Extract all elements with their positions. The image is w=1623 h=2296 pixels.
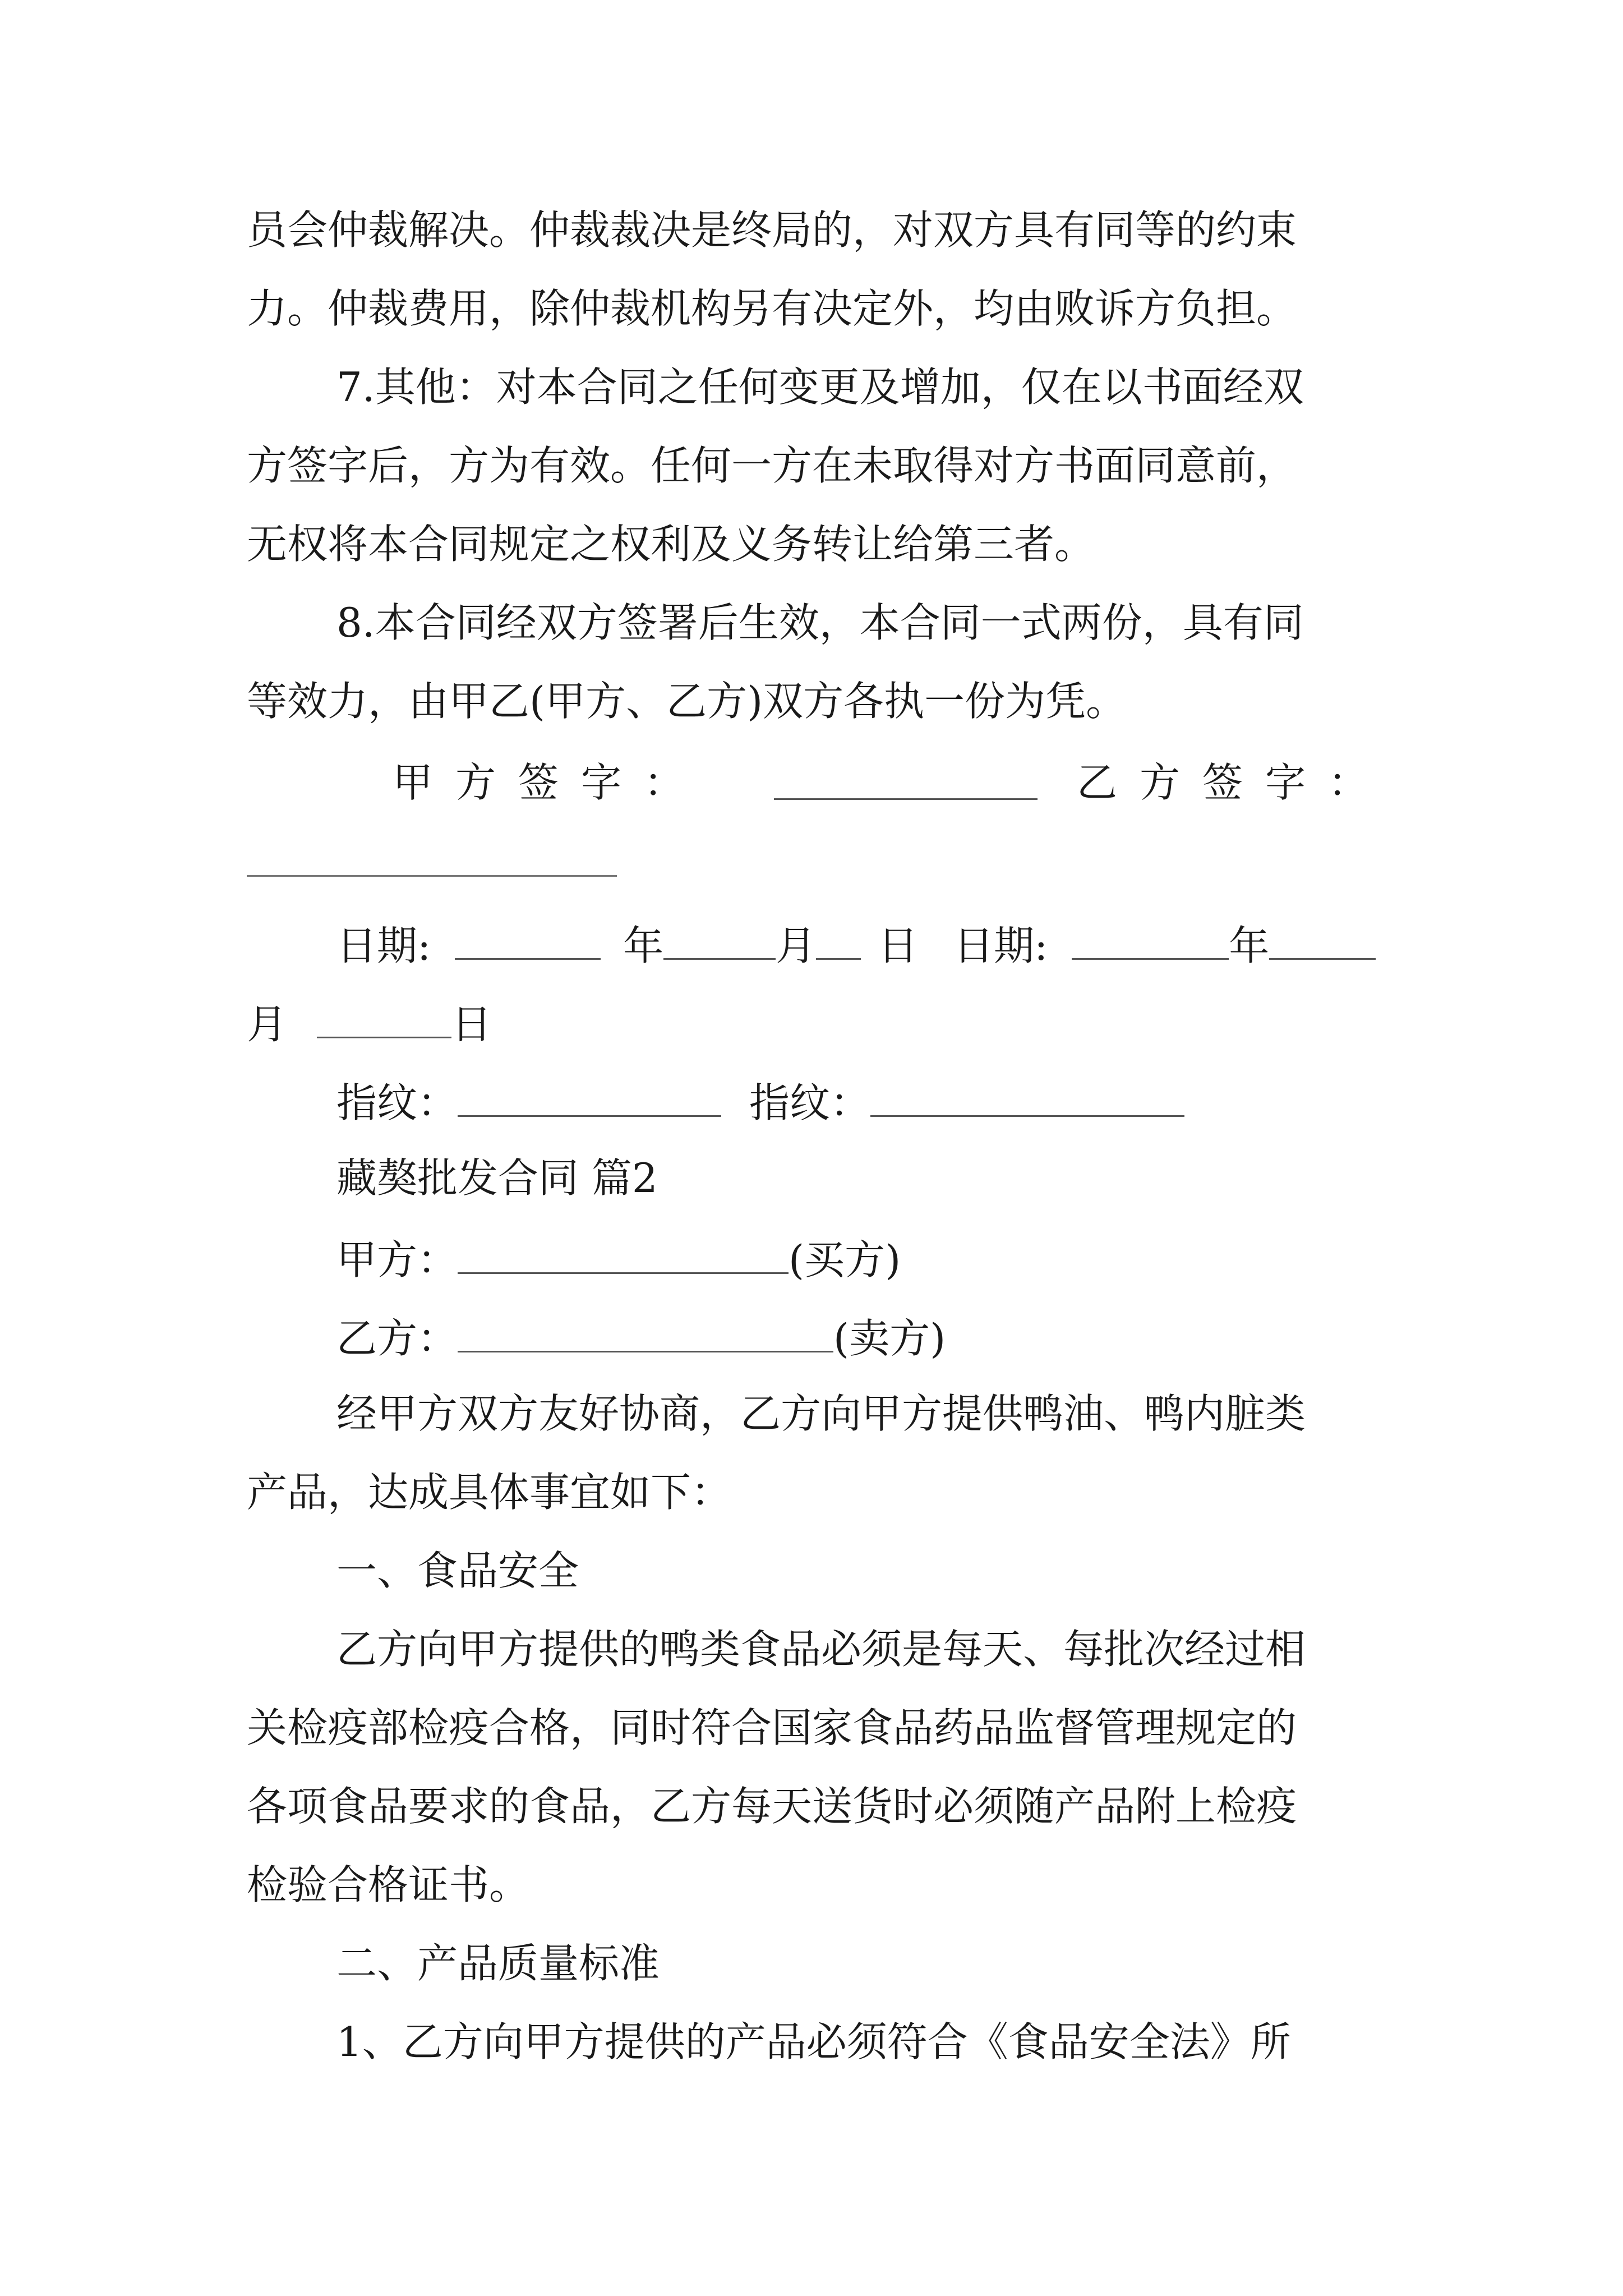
section-1-title: 一、食品安全	[336, 1547, 579, 1594]
month-label-b: 月	[247, 1001, 288, 1048]
fingerprint-row	[336, 1071, 1184, 1131]
contract-2-title: 藏獒批发合同 篇2	[336, 1154, 658, 1202]
party-a-role: (买方)	[789, 1236, 901, 1283]
intro-line: 经甲方双方友好协商，乙方向甲方提供鸭油、鸭内脏类	[336, 1390, 1306, 1437]
date-label-a: 日期:	[336, 922, 431, 969]
party-b-signature-label: 乙方签字：	[1077, 759, 1391, 806]
year-label-a: 年	[623, 922, 664, 969]
party-b-row	[336, 1307, 946, 1366]
text-line: 员会仲裁解决。仲裁裁决是终局的，对双方具有同等的约束	[247, 206, 1297, 254]
party-b-role: (卖方)	[833, 1315, 946, 1362]
year-label-b: 年	[1229, 922, 1270, 969]
fingerprint-label-a: 指纹：	[336, 1079, 458, 1126]
year-blank-b[interactable]	[1072, 914, 1229, 960]
section-1-text: 各项食品要求的食品，乙方每天送货时必须随产品附上检疫	[247, 1783, 1297, 1830]
party-b-blank[interactable]	[458, 1307, 833, 1352]
fingerprint-blank-a[interactable]	[458, 1071, 721, 1117]
section-1-text: 关检疫部检疫合格，同时符合国家食品药品监督管理规定的	[247, 1704, 1297, 1751]
party-b-label: 乙方：	[336, 1315, 458, 1362]
month-blank-b-part[interactable]	[1269, 914, 1376, 960]
day-blank-b[interactable]	[317, 993, 451, 1038]
text-line: 等效力，由甲乙(甲方、乙方)双方各执一份为凭。	[247, 678, 1127, 725]
section-1-text: 检验合格证书。	[247, 1861, 530, 1908]
clause-7-line: 7.其他：对本合同之任何变更及增加，仅在以书面经双	[336, 364, 1304, 411]
month-blank-a[interactable]	[663, 914, 776, 960]
party-a-signature-blank[interactable]	[774, 754, 1038, 800]
fingerprint-label-b: 指纹：	[749, 1079, 871, 1126]
party-a-label: 甲方：	[336, 1236, 458, 1283]
day-blank-a[interactable]	[816, 914, 861, 960]
party-a-blank[interactable]	[458, 1228, 789, 1274]
day-label-a: 日	[878, 922, 919, 969]
year-blank-a[interactable]	[455, 914, 601, 960]
clause-8-line: 8.本合同经双方签署后生效，本合同一式两份，具有同	[336, 599, 1304, 646]
party-a-signature-label: 甲方签字：	[393, 759, 707, 806]
month-label-a: 月	[776, 922, 817, 969]
section-2-title: 二、产品质量标准	[336, 1940, 660, 1987]
date-label-b: 日期:	[953, 922, 1048, 969]
text-line: 力。仲裁费用，除仲裁机构另有决定外，均由败诉方负担。	[247, 285, 1297, 332]
section-2-text: 1、乙方向甲方提供的产品必须符合《食品安全法》所	[336, 2018, 1291, 2065]
section-1-text: 乙方向甲方提供的鸭类食品必须是每天、每批次经过相	[336, 1626, 1306, 1673]
text-line: 无权将本合同规定之权利及义务转让给第三者。	[247, 521, 1095, 568]
intro-line: 产品，达成具体事宜如下：	[247, 1469, 732, 1516]
day-label-b: 日	[451, 1001, 492, 1048]
fingerprint-blank-b[interactable]	[870, 1071, 1184, 1117]
date-row-continued	[247, 993, 492, 1052]
date-row	[336, 914, 1376, 974]
party-b-signature-blank[interactable]	[247, 875, 617, 877]
party-a-row	[336, 1228, 901, 1288]
text-line: 方签字后，方为有效。任何一方在未取得对方书面同意前，	[247, 442, 1297, 489]
signature-row	[393, 754, 1391, 811]
